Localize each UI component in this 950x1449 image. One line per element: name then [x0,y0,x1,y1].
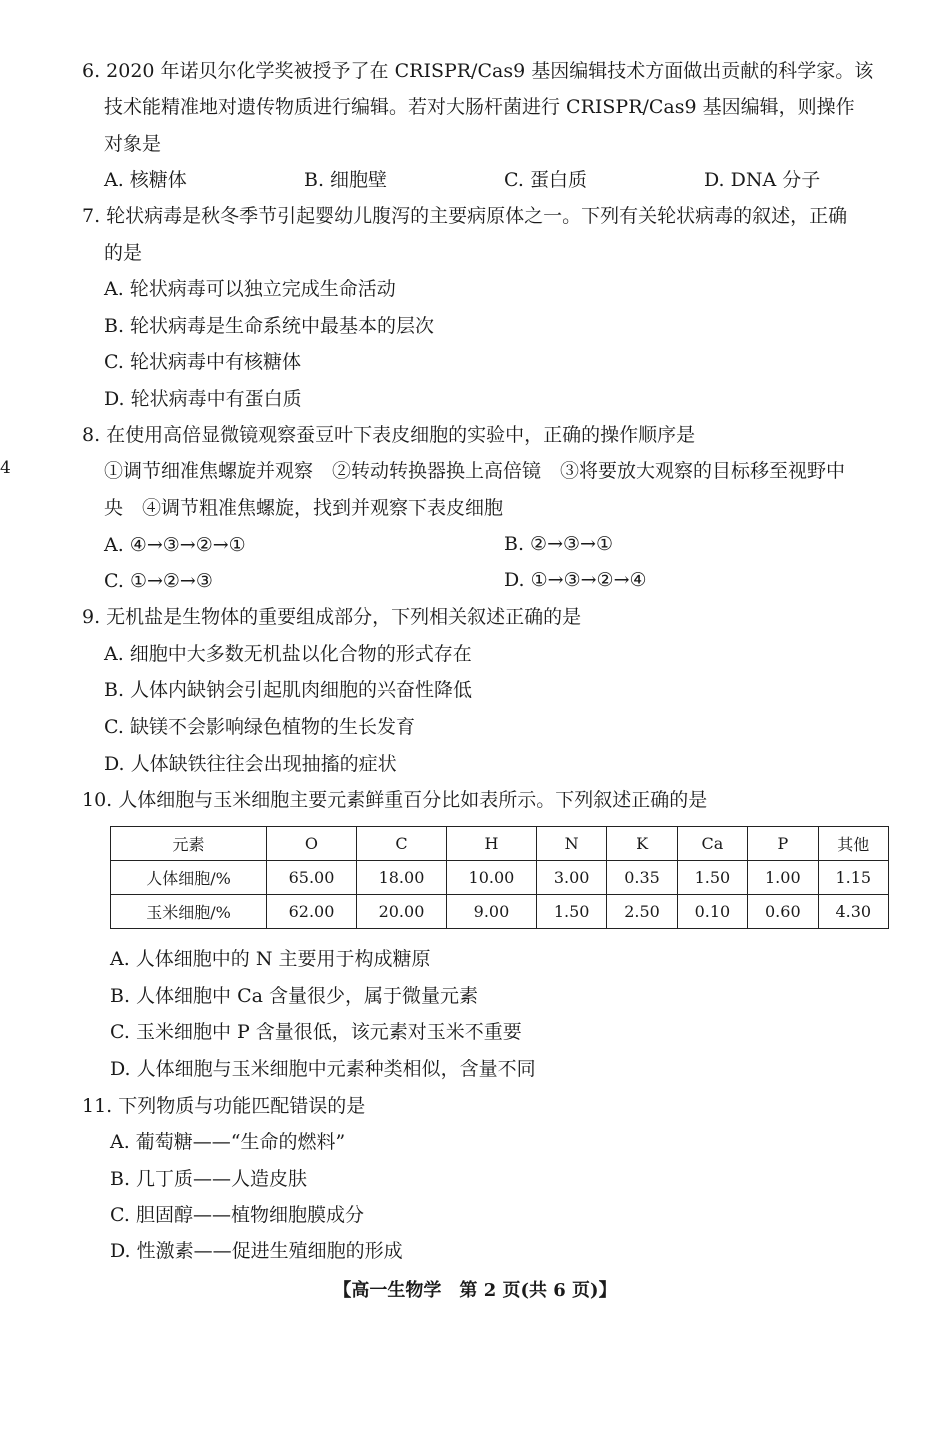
q10-stem-line1: 10. 人体细胞与玉米细胞主要元素鲜重百分比如表所示。下列叙述正确的是 [82,789,708,811]
table-cell: 玉米细胞/% [111,895,267,929]
q8-stem-line2: ①调节细准焦螺旋并观察 ②转动转换器换上高倍镜 ③将要放大观察的目标移至视野中 [104,460,846,482]
table-cell: 9.00 [446,895,536,929]
table-cell: 人体细胞/% [111,861,267,895]
margin-mark: 4 [0,458,11,478]
table-header-cell: C [356,827,446,861]
q7-option-d: D. 轮状病毒中有蛋白质 [104,388,302,410]
q7-option-c: C. 轮状病毒中有核糖体 [104,351,301,373]
q9-stem-line1: 9. 无机盐是生物体的重要组成部分，下列相关叙述正确的是 [82,606,582,628]
table-cell: 1.50 [677,861,747,895]
q7-stem-line2: 的是 [104,242,143,264]
q10-option-c: C. 玉米细胞中 P 含量很低，该元素对玉米不重要 [110,1021,522,1043]
table-cell: 1.15 [818,861,888,895]
q8-option-d: D. ①→③→②→④ [504,569,647,591]
table-cell: 4.30 [818,895,888,929]
q8-option-c: C. ①→②→③ [104,570,213,592]
table-header-cell: 其他 [818,827,888,861]
table-cell: 2.50 [607,895,677,929]
q7-stem-line1: 7. 轮状病毒是秋冬季节引起婴幼儿腹泻的主要病原体之一。下列有关轮状病毒的叙述，正确 [82,205,848,227]
q11-stem-line1: 11. 下列物质与功能匹配错误的是 [82,1095,366,1117]
q10-option-b: B. 人体细胞中 Ca 含量很少，属于微量元素 [110,985,478,1007]
q8-option-a: A. ④→③→②→① [104,534,246,556]
table-row [111,895,889,929]
q8-stem-line3: 央 ④调节粗准焦螺旋，找到并观察下表皮细胞 [104,497,504,519]
table-cell: 20.00 [356,895,446,929]
q10-option-d: D. 人体细胞与玉米细胞中元素种类相似，含量不同 [110,1058,536,1080]
table-header-cell: N [536,827,606,861]
q9-option-a: A. 细胞中大多数无机盐以化合物的形式存在 [104,643,472,665]
table-header-cell: Ca [677,827,747,861]
q11-option-d: D. 性激素——促进生殖细胞的形成 [110,1240,403,1262]
table-header-row [111,827,889,861]
q6-option-b: B. 细胞壁 [304,169,388,191]
table-cell: 18.00 [356,861,446,895]
q9-option-b: B. 人体内缺钠会引起肌肉细胞的兴奋性降低 [104,679,473,701]
q10-option-a: A. 人体细胞中的 N 主要用于构成糖原 [110,948,431,970]
q6-option-d: D. DNA 分子 [704,169,821,191]
table-cell: 0.60 [748,895,818,929]
q9-option-d: D. 人体缺铁往往会出现抽搐的症状 [104,753,397,775]
q6-stem-line2: 技术能精准地对遗传物质进行编辑。若对大肠杆菌进行 CRISPR/Cas9 基因编辑，则操作 [104,96,855,118]
table-header-cell: 元素 [111,827,267,861]
q6-option-a: A. 核糖体 [104,169,187,191]
q6-stem-line1: 6. 2020 年诺贝尔化学奖被授予了在 CRISPR/Cas9 基因编辑技术方面做出贡献的科学家。该 [82,60,874,82]
table-cell: 3.00 [536,861,606,895]
table-cell: 0.10 [677,895,747,929]
table-cell: 1.50 [536,895,606,929]
q9-option-c: C. 缺镁不会影响绿色植物的生长发育 [104,716,415,738]
table-row [111,861,889,895]
q8-option-b: B. ②→③→① [504,533,613,555]
table-header-cell: O [267,827,357,861]
q11-option-c: C. 胆固醇——植物细胞膜成分 [110,1204,364,1226]
table-header-cell: P [748,827,818,861]
q8-stem-line1: 8. 在使用高倍显微镜观察蚕豆叶下表皮细胞的实验中，正确的操作顺序是 [82,424,696,446]
table-header-cell: K [607,827,677,861]
q11-option-b: B. 几丁质——人造皮肤 [110,1168,308,1190]
table-header-cell: H [446,827,536,861]
q11-option-a: A. 葡萄糖——“生命的燃料” [110,1131,346,1153]
q7-option-a: A. 轮状病毒可以独立完成生命活动 [104,278,396,300]
table-cell: 10.00 [446,861,536,895]
table-cell: 1.00 [748,861,818,895]
q6-stem-line3: 对象是 [104,133,162,155]
element-table [110,826,889,929]
page-footer: 【高一生物学 第 2 页(共 6 页)】 [333,1280,617,1301]
q7-option-b: B. 轮状病毒是生命系统中最基本的层次 [104,315,435,337]
table-cell: 65.00 [267,861,357,895]
q6-option-c: C. 蛋白质 [504,169,587,191]
table-cell: 0.35 [607,861,677,895]
table-cell: 62.00 [267,895,357,929]
